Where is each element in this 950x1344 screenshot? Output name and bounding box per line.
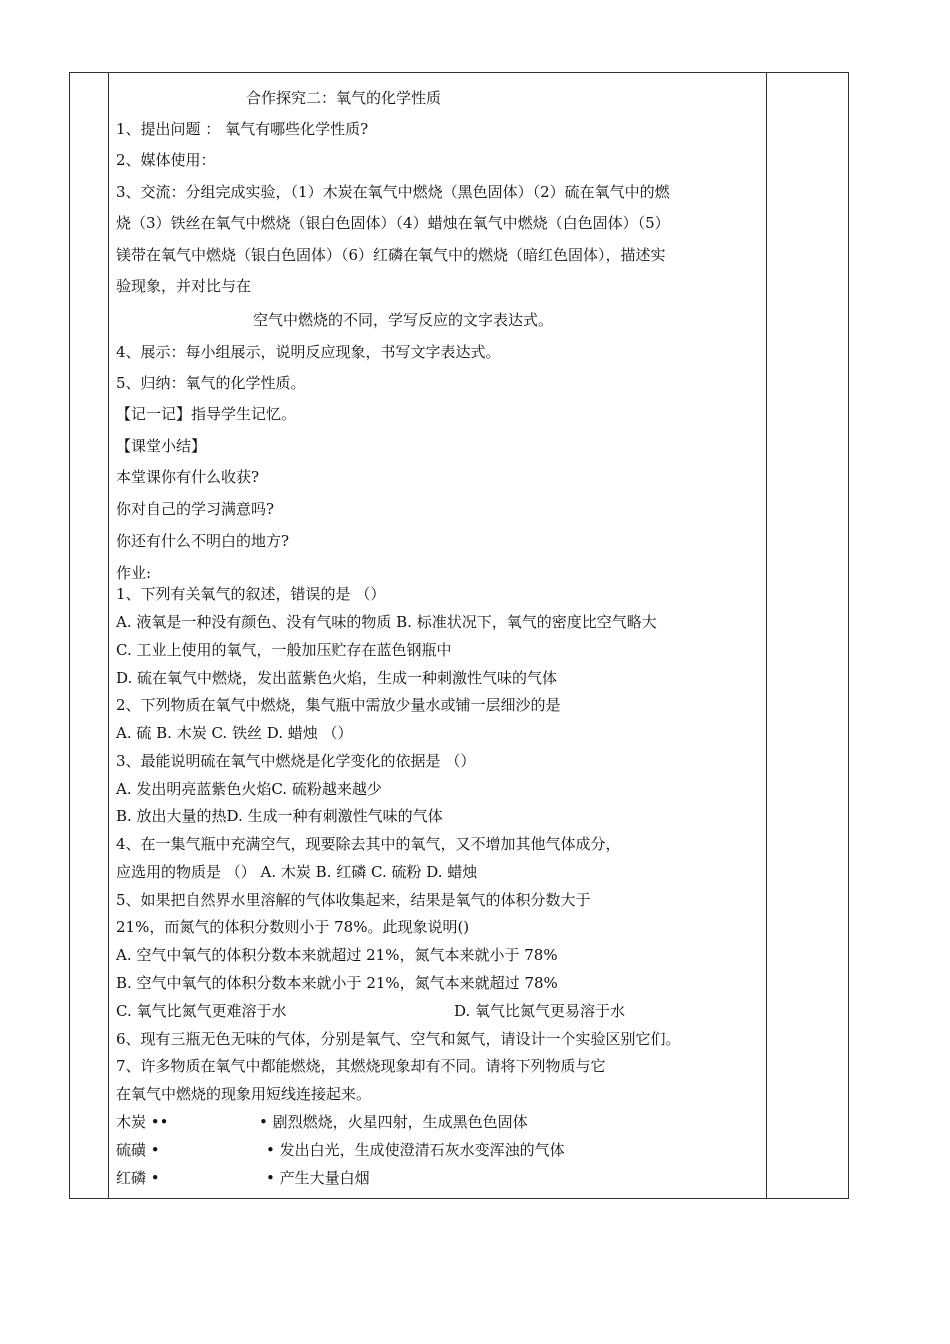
text-line: 本堂课你有什么收获? <box>116 468 260 486</box>
text-line: 你对自己的学习满意吗? <box>116 500 275 518</box>
homework-line: B. 放出大量的热D. 生成一种有刺激性气味的气体 <box>116 807 443 825</box>
homework-line: 7、许多物质在氧气中都能燃烧，其燃烧现象却有不同。请将下列物质与它 <box>116 1057 606 1075</box>
matching-phenomenon: • 剧烈燃烧，火星四射，生成黑色色固体 <box>259 1113 528 1131</box>
homework-line: A. 空气中氧气的体积分数本来就超过 21%，氮气本来就小于 78% <box>116 946 558 964</box>
homework-line: A. 发出明亮蓝紫色火焰C. 硫粉越来越少 <box>116 780 382 798</box>
text-line: 1、提出问题 ： 氧气有哪些化学性质? <box>116 120 369 138</box>
text-line: 5、归纳：氧气的化学性质。 <box>116 374 306 392</box>
text-line: 验现象，并对比与在 <box>116 277 252 295</box>
text-line: 【课堂小结】 <box>116 437 207 455</box>
homework-line: A. 硫 B. 木炭 C. 铁丝 D. 蜡烛 （） <box>116 724 353 742</box>
table-column-divider <box>108 73 109 1198</box>
homework-line: 在氧气中燃烧的现象用短线连接起来。 <box>116 1085 372 1103</box>
text-line: 3、交流：分组完成实验，（1）木炭在氧气中燃烧（黑色固体）（2）硫在氧气中的燃 <box>116 183 670 201</box>
matching-substance: 硫磺 • <box>116 1141 160 1159</box>
homework-line: 应选用的物质是 （） A. 木炭 B. 红磷 C. 硫粉 D. 蜡烛 <box>116 863 478 881</box>
homework-line: A. 液氧是一种没有颜色、没有气味的物质 B. 标准状况下，氧气的密度比空气略大 <box>116 613 657 631</box>
matching-substance: 木炭 •• <box>116 1113 169 1131</box>
table-column-divider <box>766 73 767 1198</box>
matching-phenomenon: • 产生大量白烟 <box>266 1169 370 1187</box>
matching-substance: 红磷 • <box>116 1169 160 1187</box>
homework-line: 2、下列物质在氧气中燃烧，集气瓶中需放少量水或铺一层细沙的是 <box>116 696 561 714</box>
text-line: 作业: <box>116 564 152 582</box>
text-line: 2、媒体使用： <box>116 151 216 169</box>
text-line: 4、展示：每小组展示，说明反应现象，书写文字表达式。 <box>116 343 501 361</box>
text-line: 烧（3）铁丝在氧气中燃烧（银白色固体）（4）蜡烛在氧气中燃烧（白色固体）（5） <box>116 214 670 232</box>
text-line: 镁带在氧气中燃烧（银白色固体）（6）红磷在氧气中的燃烧（暗红色固体），描述实 <box>116 246 666 264</box>
text-line: 【记一记】指导学生记忆。 <box>116 405 297 423</box>
homework-line: 6、现有三瓶无色无味的气体，分别是氧气、空气和氮气，请设计一个实验区别它们。 <box>116 1030 681 1048</box>
homework-line: 1、下列有关氧气的叙述，错误的是 （） <box>116 585 386 603</box>
homework-option: C. 氧气比氮气更难溶于水 <box>116 1002 287 1020</box>
homework-line: C. 工业上使用的氧气，一般加压贮存在蓝色钢瓶中 <box>116 641 452 659</box>
homework-line: 4、在一集气瓶中充满空气，现要除去其中的氧气，又不增加其他气体成分， <box>116 835 621 853</box>
homework-line: 5、如果把自然界水里溶解的气体收集起来，结果是氧气的体积分数大于 <box>116 891 591 909</box>
section-title: 合作探究二：氧气的化学性质 <box>246 89 442 107</box>
text-line: 你还有什么不明白的地方? <box>116 532 290 550</box>
homework-line: 21%，而氮气的体积分数则小于 78%。此现象说明() <box>116 918 470 936</box>
text-line: 空气中燃烧的不同，学写反应的文字表达式。 <box>253 311 554 329</box>
homework-option: D. 氧气比氮气更易溶于水 <box>454 1002 626 1020</box>
matching-phenomenon: • 发出白光，生成使澄清石灰水变浑浊的气体 <box>266 1141 565 1159</box>
homework-line: 3、最能说明硫在氧气中燃烧是化学变化的依据是 （） <box>116 752 476 770</box>
homework-line: D. 硫在氧气中燃烧，发出蓝紫色火焰，生成一种刺激性气味的气体 <box>116 669 558 687</box>
homework-line: B. 空气中氧气的体积分数本来就小于 21%，氮气本来就超过 78% <box>116 974 558 992</box>
